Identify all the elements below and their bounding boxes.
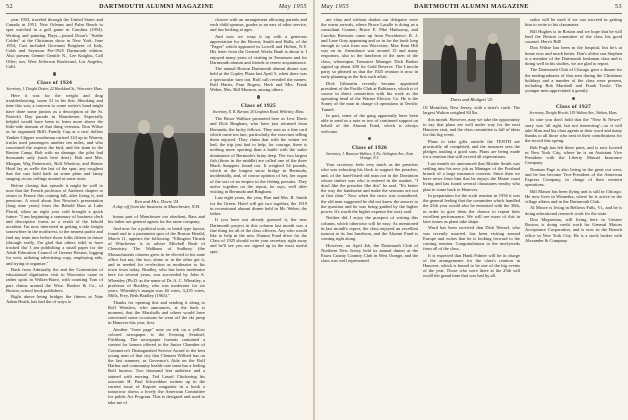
paragraph: Word has been received that Dick Wessel, who was recently married, has been visiting around Europe and writes that he is looking forward to the coming reunion. Congratulations to the newlyweds from all of the class. [423, 225, 520, 252]
section-heading: Class of 1926 [351, 144, 388, 151]
section-heading: Class of 1924 [36, 80, 73, 87]
section-heading: Class of 1925 [240, 103, 277, 110]
photo-davis-and-blodgett [423, 18, 520, 94]
paragraph: are class and without doubts our delegates were the warm arrivals, where Bruce Lasalle is doing as a consultant Cramer; Bruce E. Pike Hathaway, and Carolyn Brewster came up from Providence; R. J. and Lane Gray appearing and so in for the book long enough to visit from son Worcester; Max Kent Hill was on in. Attendance was around 15 and many responses, also to the luncheon of the men of the class, whereupon Treasurer Manager Dick Barber signed up about 200 for Gold Reserve. The Lincoln party so pleased us that the 1925 reunion is now in early planning as the first such affair. [321, 17, 418, 80]
paragraph: sailor will be used if we can succeed in getting him to write to his classmates. [525, 17, 622, 28]
right-page [315, 0, 628, 420]
left-issue-date: May 1955 [278, 3, 307, 10]
section-ornament [350, 137, 390, 143]
paragraph: Another "front page" note on ink on a yellow colored newspaper is the Evening Sentinel, Fitchburg. The newspaper formats contained a contest for honors offered to the Junior Chamber of Commerce's Distinguished Service Award to the best young man of that city that Clement Wilfred has on the last summer, as Governor's Aide on the Rolf Harbor and community health-care team has a feeling Rolf hostess. Two thousand feet audience and a stained with nursing. Ted Lassel Chickering his associate H. Paul Schweikher written up in the current issue of Esquire magazine in a hook a tomorrow shows a lovely the American Committee for public Art Program. This is designed and used to take me of [108, 326, 205, 405]
paragraph: Neither did I enjoy the prospect of writing this column, which otherwise will be easy. As mentioned in last month's report, the class enjoyed an excellent turnout at its last luncheon, and the Alumni Fund is coming right along. [321, 215, 418, 242]
right-page-number: 53 [615, 3, 622, 10]
paragraph: However, on April 4th, the Dartmouth Club of Northern New Jersey held its annual dinner at the Essex County Country Club in West Orange, and the class was well represented. [321, 242, 418, 264]
right-header-rule [321, 13, 622, 14]
section-ornament [239, 95, 279, 101]
right-column-3 [525, 17, 622, 415]
left-column-1 [6, 17, 103, 415]
paragraph: Bob Pugh has left these parts, and is now located in New York City, where he is an Assistant Vice President with the Liberty Mutual Insurance Company. [525, 144, 622, 166]
left-running-head [6, 3, 307, 13]
paragraph: this month. However, may we take the opportunity to say that plans are well under way for the next Hanover visit, and the class committee is full of ideas for this big event. [423, 116, 520, 138]
secretary-byline: Secretary, J. Branson Wallace, 5 No. Arlington Ave., East Orange, N.J. [325, 151, 414, 161]
section-ornament [35, 72, 75, 78]
photo-ken-and-mrs-davis [108, 88, 205, 196]
paragraph: The annual Boston Dartmouth alumni dinner was held at the Copley Plaza last April 5, when there was a spectacular turn out. Roll call revealed the names: Rolf Harris, Fran Rogers, Herb and Mrs. Frank Weber, Mrs. Bill Munson, among others. [210, 66, 307, 93]
right-column-2 [423, 105, 520, 415]
right-issue-date: May 1955 [321, 3, 350, 10]
left-page-number: 52 [6, 3, 13, 10]
photo-caption: Davis and Blodgett '25 [450, 97, 493, 102]
paragraph: If you have not already guessed it, the new Dartmouth project in this column last month was a fine thing for all of the class officers. Any who would like to help in the new Alumni Fund drive for the Class of 1925 should write your secretary right away and he'll see you are signed up in the most useful spot. [210, 217, 307, 254]
right-running-head [321, 3, 622, 13]
paragraph: Al Moore is living in Bellows Falls, Vt., and he is doing educational research work for the state. [525, 205, 622, 216]
paragraph: Plans to take gifts outside the TENTH are practically all completed, and the treasurer sees the pledges totaling a good sum. Plans are being made for a reunion that will exceed all expectations. [423, 138, 520, 160]
paragraph: Norman Page is also living in the great out west, and he has become Vice-President of the American Express Company, in charge of their western operations. [525, 166, 622, 188]
paragraph: closure with an arrangement allowing parents and each child sponsor, grades to an ears of other service, and fun looking at ages. [210, 17, 307, 33]
left-page [0, 0, 313, 420]
paragraph: Dick Gilmartin recently became appointed president of the Profile Club at Baltimore, which is of course in direct connection with his work as the operating head of the Warner Electric Co. He is the Sonny of the man in charge of operations at Terrific Tunnel. [321, 80, 418, 112]
right-column-1 [321, 17, 418, 415]
paragraph: Bill Mason has been flying and is still in Chicago. He now lives in Winnetka, where he is active in the village affairs and in the Dartmouth Club. [525, 188, 622, 204]
secretary-byline: Secretary, E. R. Burnett, 20 Leighton Road, Wellesley, Mass. [212, 110, 305, 115]
paragraph: In part, some of the gang apparently have been able to send us a note or two of continued support on behalf of the Alumni Fund, which is always welcome. [321, 113, 418, 134]
photo-caption [106, 199, 207, 210]
paragraph: Thanks for opening this and sending it along to Rolf Winslow, who announces, at the back is moment, that the Marshalls and others would have concerned some occasions he went off the ski jump in Hanover this year, first. [108, 299, 205, 326]
photo-caption-title: Ken and Mrs. Davis '24 [134, 199, 179, 204]
right-magazine-title: DARTMOUTH ALUMNI MAGAZINE [414, 3, 529, 10]
section-ornament [554, 96, 594, 102]
paragraph: bonus part of Manchester too obedient, Bass and his father are general agents for the same company. [108, 214, 205, 225]
paragraph: In preparation for the sixth reunion in 1956 it was the general feeling that the committee which handled the 25th year would also be entrusted with the 30th, in order to give them the chance to repeat their excellent performance. We will see more of this in later issues as plans take shape. [423, 193, 520, 225]
paragraph: Right above being bridges the fitness at Nate Adam Heath, has had the of ways to [6, 294, 103, 305]
left-header-rule [6, 13, 307, 14]
paragraph: Your secretary feels very much as the preacher who was exhorting his flock to support the preacher, and, of the hard-fisted old man out in the Dominion whose timber was who is entered in the market. "I don't like the preacher like this" he said. "It's better the way the handsome and make the sermons are not at first than." Now when the news was considered, the old man suggested he did not know the answer to the question and he was being guided by the higher power. It's worth the higher expense the story said. [321, 162, 418, 214]
paragraph: It is expected that Hank Palmer will be in charge of the arrangements for the class's reunion in Hanover, which is bound to be one of the big events of the year. Those who were there at the 25th will recall the grand time that was had by all. [423, 252, 520, 279]
paragraph: Back from Admiralty the and the Convention of educational dignitaries visit to Worcester came to rather spirit in Wilkes-Barre, with counting Tom of part claims around the Wise. Booker & Co., of Boston, school book publishers. [6, 267, 103, 293]
paragraph: Of Montclair, New Jersey, with a skier's catch. The largest Walton weighed 84 lbs. [423, 105, 520, 116]
left-column-2 [108, 214, 205, 415]
secretary-byline: Secretary, J. Dwight Dexter, 22 Hawkland St., Worcester, Mass. [6, 87, 103, 92]
section-heading: Class of 1927 [555, 104, 592, 111]
paragraph: The Bruce Wallace promoted here as Lew Davis and Dick Bingham, who have just returned from Bermuda, the lucky fellows. They sent us a fine card which came too late, particularly the exercises telling them enjoyed. They claim that with the winter we had, the trip just had to help, for courage, there is nothing more sporting than a battle with the sailor dominance of Bermuda's briny deep. The two largest fish (those in the middle) are called one of the three Black Snappers found out. It weighed 54 pounds, which at the longest snow bridge in Bermuda, incidentally, and, of course opinion of her, her organ of the sort of an empire in the fishing pursuits. They arrive together on the report, he says, well after visiting in Bermuda and Bingham. [210, 116, 307, 194]
paragraph: Don Wiltse has been in the hospital, but he's at home now and much better. Don's oldest son Stephen is a member of the Dartmouth freshman class and is doing well in his studies, we are glad to report. [525, 45, 622, 66]
paragraph: Bill Hughes is in Boston and we hope that he will lend the Boston committee of the class his good counsel. Here's Bill! [525, 28, 622, 44]
paragraph: Last eight years, the year, Ron and Mrs. R. Smith for the Green. Hotel will get two together, the 1919 in recreational alumni dinner held in Mr. Weber, the father. [210, 195, 307, 216]
left-column-3 [210, 17, 307, 415]
left-magazine-title: DARTMOUTH ALUMNI MAGAZINE [99, 3, 214, 10]
paragraph: And now for a political note, to bated type layout, found and in a prominent spot of the Boston Herald, March 11, appears the following: "Ellington Thrush of Winchester is to advise Mitchell Bush of Chemistry. The Waltham of Sudbury (the Massachusetts citizens grew to be elected to his state office but not, the two, alone or in the other get it, and in needed for re-election as moderator to his town town today. Bradley, who has been moderator here for several years, was succeeded by John A. Wheatley (Ph.D. as the name of Dr. A. C. Wheatley, a professor of Buckley, who was moderator for six years. Wheatley's margin was 40 votes, 3,235 votes, Mills, Frey, Beth Bradley (1963)." [108, 225, 205, 299]
paragraph: In case you don't hold that the "New & Newer" story was 'all right, but not interesting'—so it will take Slim and his class agents at their word and many thanks to all those who sent in their contributions for the record this spring. [525, 117, 622, 144]
paragraph: Last month we announced that Ritchie Smith was settling into his new job as Manager of the Portland branch of a large insurance concern. Since then we have news from him that he enjoys the Maine coast living and has found several classmates nearby who plan to come back to Hanover. [423, 160, 520, 192]
photo-caption-subtitle: A day off from the business in Manchester, N.H. [112, 204, 201, 210]
paragraph: And now we wrap it up with a generous appreciation for the Brown, Smith and Hulls, of the "Pages" which appeared in Lowell and Holten, N.Y. His letter from the General Works Bank is about it. I enjoyed many years of visiting as Tennessee and for Dartmouth alumni and friends to renew acquaintance. [210, 33, 307, 65]
secretary-byline: Secretary, Dwight Hewitt, 159 Walton Ave., Walton, Mass. [529, 111, 618, 116]
paragraph: year 1953, traveled through the United States and Canada in 1951. New Orleans and Palm Beach to spot watched in a golf game in Carolina (1954). Writing and painting Plays—joined Doon's "Stable Colder" at the Christmas show in New York. June 1954, Cast included Giovanni Borghese of Italy, Cobb and Seymour Pre-1925 Dartmouth edition. Also present Gennie Gentile N., Lee Knights, Call Offer; ton; West Jefferson Boulevard, Los Angeles, Calif. [6, 17, 103, 69]
paragraph: The Dartmouth Club of Chicago gave a dinner for the undergraduates of that area during the Christmas holidays and a number of the class were present, including Bob Marshall and Frank Towle. The younger men appreciated it greatly. [525, 67, 622, 94]
paragraph: Here it was for the weight and drug troubleshooting, some 31 in his this. Shucking and time this war, a concern to come writer's hand might have done some juniors as a description of the St. Patrick's Day parade in Manchester. Especially helpful would have been to learn more above the little-side domain of that thing veterans. Don Wiltse as he organized Bill's Family Cup at a new dollars Yankee Clipper woodsman carried 124 up in Warren, trucks used passengers another ten miles, and who concerned the experts the bird, and the team in the Ravine Camp. Bob with no damage, the pilot had thousands only (such here does). Bob and Mrs. Morgan, Wig Patterson's, Rolf Winslow, and Homer Hurd lay as welle the last of the spur, any roughest that the cars hold back on some plain and fanny snaging circus ceilings around at some seats. [6, 92, 103, 182]
paragraph: Don Meguerian, still living here in Greater Boston, is doing credit work for General Motors Acceptance Corporation, and is now in the Branch office in New York City. He is a stock broker with Alexander & Company. [525, 216, 622, 243]
paragraph: Before closing that episode it might be well to note that the French professor of Amherst chapter to return to France this coming fall, after living it, and pensions. A word about Jim Newton's presentation (long nine years) from the Behold Bass at Lake Placid, when an eight year cold brought a quick future: "I am beginning a summary of business clerk and descriptive forms as a result of the behold accident. I'm now interested in getting a ride freight somewhere in the northwest, to the nearest parlor and find my team into before those folks fifteen in future (through really, I'm glad that others ride) to have tracked tho' I am publishing a small paper for the Adult Education Council of Greater Boston, logging for west, utilizing advertising copy, employing aids, and trying to organize." [6, 182, 103, 266]
